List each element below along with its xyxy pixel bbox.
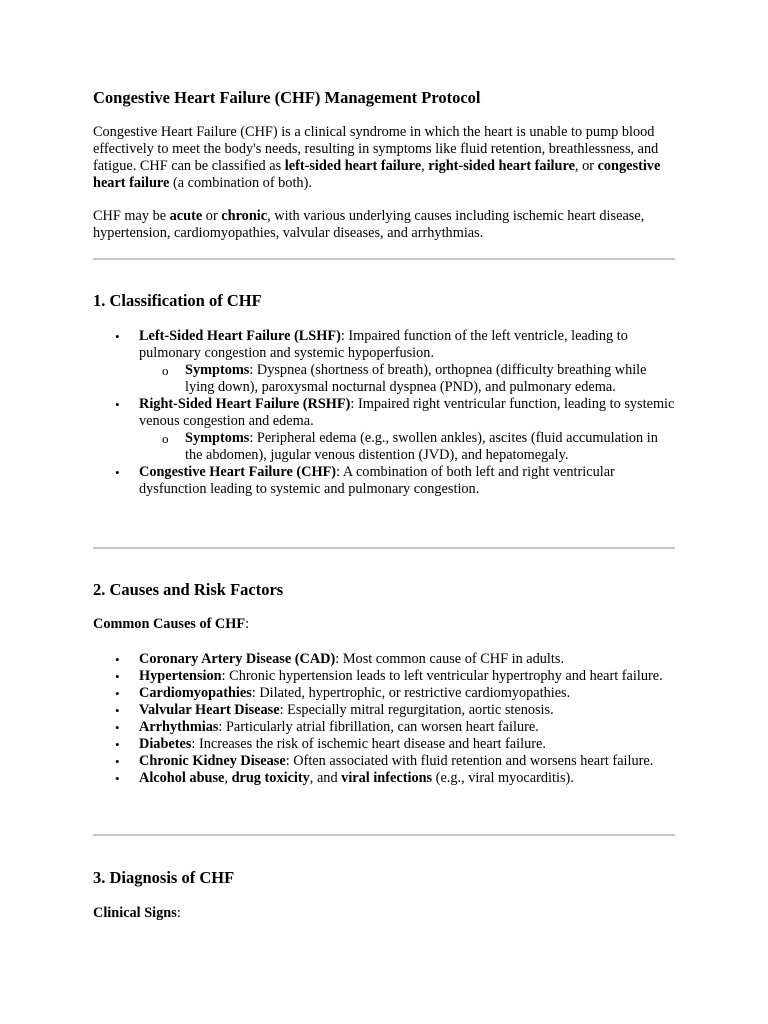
- document-title: Congestive Heart Failure (CHF) Management Protocol: [93, 88, 481, 107]
- intro-paragraph-1: Congestive Heart Failure (CHF) is a clinical syndrome in which the heart is unable to pump blood effectively to meet the body's needs, resulting in symptoms like fluid retention, breathlessness, and fatigue. CHF can be classified as left-sided heart failure, right-sided heart failure, or congestive heart failure (a combination of both).: [93, 124, 661, 191]
- list-item: • Valvular Heart Disease: Especially mitral regurgitation, aortic stenosis.: [93, 702, 675, 719]
- list-item: • Arrhythmias: Particularly atrial fibrillation, can worsen heart failure.: [93, 719, 675, 736]
- diagnosis-subheading: Clinical Signs:: [93, 905, 181, 921]
- classification-list: [93, 328, 675, 498]
- list-item: • Left-Sided Heart Failure (LSHF): Impaired function of the left ventricle, leading to pulmonary congestion and systemic hypoperfusion. o Symptoms: Dyspnea (shortness of breath), orthopnea (difficulty breathing while lying down), paroxysmal nocturnal dyspnea (PND), and pulmonary edema.: [93, 328, 675, 396]
- section-heading-causes: 2. Causes and Risk Factors: [93, 580, 284, 599]
- section-heading-classification: 1. Classification of CHF: [93, 291, 262, 310]
- list-item: • Congestive Heart Failure (CHF): A combination of both left and right ventricular dysfunction leading to systemic and pulmonary congestion.: [93, 464, 675, 498]
- divider: [93, 834, 675, 836]
- sub-list-item: o Symptoms: Peripheral edema (e.g., swollen ankles), ascites (fluid accumulation in the abdomen), jugular venous distention (JVD), and hepatomegaly.: [139, 430, 675, 464]
- list-item: • Hypertension: Chronic hypertension leads to left ventricular hypertrophy and heart failure.: [93, 668, 675, 685]
- sub-list-item: o Symptoms: Dyspnea (shortness of breath), orthopnea (difficulty breathing while lying down), paroxysmal nocturnal dyspnea (PND), and pulmonary edema.: [139, 362, 675, 396]
- intro-paragraph-2: CHF may be acute or chronic, with various underlying causes including ischemic heart disease, hypertension, cardiomyopathies, valvular diseases, and arrhythmias.: [93, 208, 645, 241]
- list-item: • Cardiomyopathies: Dilated, hypertrophic, or restrictive cardiomyopathies.: [93, 685, 675, 702]
- sub-list: [139, 430, 675, 464]
- list-item: • Chronic Kidney Disease: Often associated with fluid retention and worsens heart failure.: [93, 753, 675, 770]
- divider: [93, 547, 675, 549]
- list-item: • Diabetes: Increases the risk of ischemic heart disease and heart failure.: [93, 736, 675, 753]
- list-item: • Alcohol abuse, drug toxicity, and viral infections (e.g., viral myocarditis).: [93, 770, 675, 787]
- list-item: • Coronary Artery Disease (CAD): Most common cause of CHF in adults.: [93, 651, 675, 668]
- causes-subheading: Common Causes of CHF:: [93, 616, 250, 632]
- divider: [93, 258, 675, 260]
- causes-list: [93, 651, 675, 787]
- sub-list: [139, 362, 675, 396]
- list-item: • Right-Sided Heart Failure (RSHF): Impaired right ventricular function, leading to systemic venous congestion and edema. o Symptoms: Peripheral edema (e.g., swollen ankles), ascites (fluid accumulation in the abdomen), jugular venous distention (JVD), and hepatomegaly.: [93, 396, 675, 464]
- section-heading-diagnosis: 3. Diagnosis of CHF: [93, 868, 235, 887]
